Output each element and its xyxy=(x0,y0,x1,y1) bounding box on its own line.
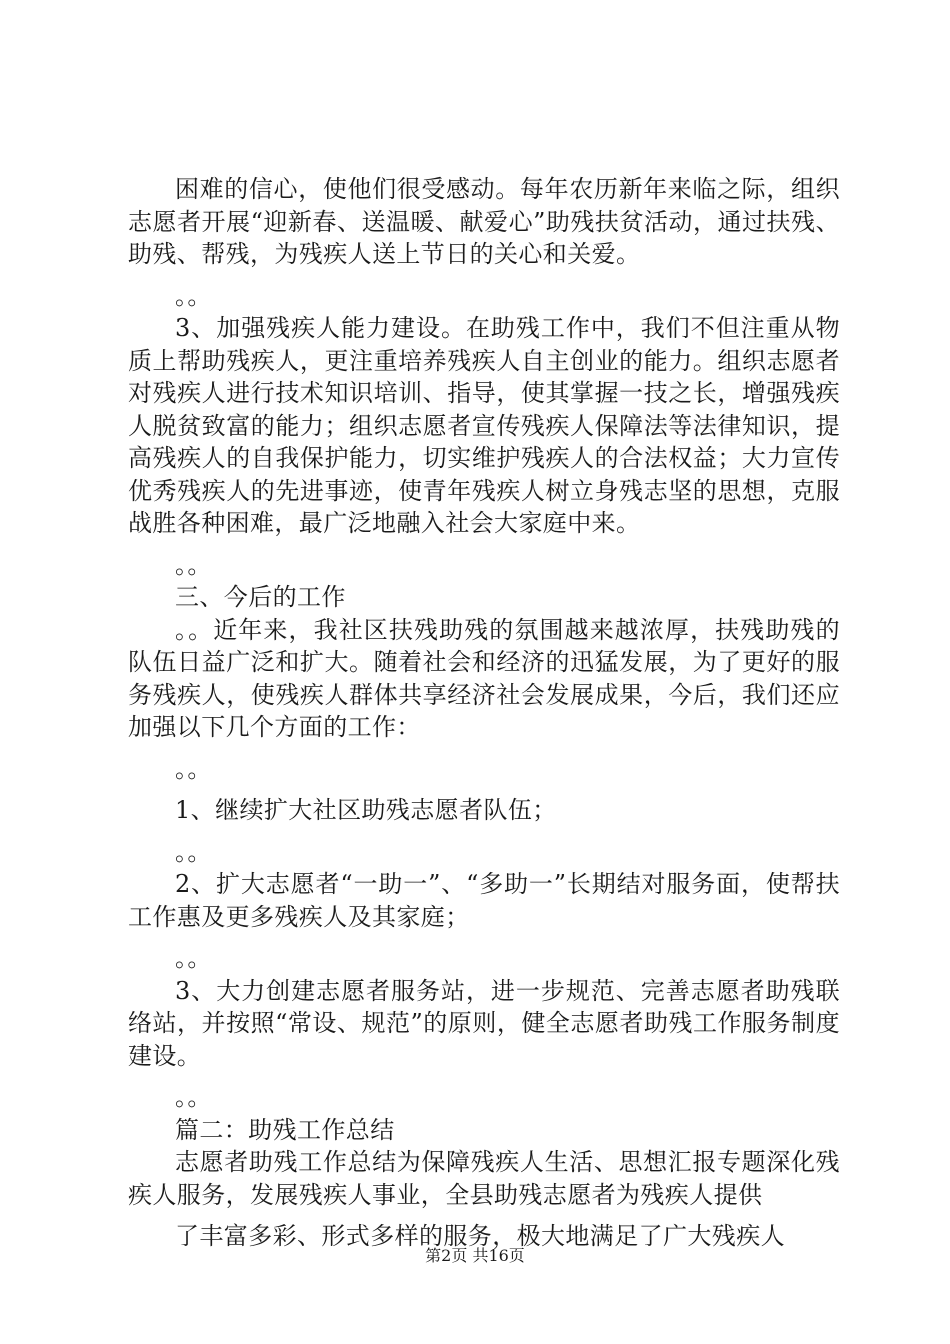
paragraph: 志愿者助残工作总结为保障残疾人生活、思想汇报专题深化残疾人服务，发展残疾人事业，全县助残志愿者为残疾人提供 xyxy=(128,1148,840,1209)
document-body xyxy=(128,173,840,1253)
paragraph: 。。 xyxy=(175,1083,212,1111)
paragraph: 。。近年来，我社区扶残助残的氛围越来越浓厚，扶残助残的队伍日益广泛和扩大。随着社会和经济的迅猛发展，为了更好的服务残疾人，使残疾人群体共享经济社会发展成果，今后，我们还应加强以下几个方面的工作： xyxy=(128,615,840,741)
paragraph: 2、扩大志愿者“一助一”、“多助一”长期结对服务面，使帮扶工作惠及更多残疾人及其家庭； xyxy=(128,870,840,931)
paragraph: 3、加强残疾人能力建设。在助残工作中，我们不但注重从物质上帮助残疾人，更注重培养残疾人自主创业的能力。组织志愿者对残疾人进行技术知识培训、指导，使其掌握一技之长，增强残疾人脱贫致富的能力；组织志愿者宣传残疾人保障法等法律知识，提高残疾人的自我保护能力，切实维护残疾人的合法权益；大力宣传优秀残疾人的先进事迹，使青年残疾人树立身残志坚的思想，克服战胜各种困难，最广泛地融入社会大家庭中来。 xyxy=(128,314,840,537)
paragraph: 三、今后的工作 xyxy=(175,583,346,611)
paragraph: 。。 xyxy=(175,281,212,310)
page-footer: 第2页 共16页 xyxy=(425,1246,525,1265)
paragraph: 。。 xyxy=(175,837,212,866)
paragraph: 。。 xyxy=(175,550,212,579)
paragraph: 了丰富多彩、形式多样的服务，极大地满足了广大残疾人 xyxy=(175,1222,785,1250)
paragraph: 篇二：助残工作总结 xyxy=(175,1115,395,1144)
paragraph: 困难的信心，使他们很受感动。每年农历新年来临之际，组织志愿者开展“迎新春、送温暖、献爱心”助残扶贫活动，通过扶残、助残、帮残，为残疾人送上节日的关心和关爱。 xyxy=(128,175,840,268)
paragraph: 。。 xyxy=(175,944,212,972)
paragraph: 1、继续扩大社区助残志愿者队伍； xyxy=(175,796,557,824)
paragraph: 3、大力创建志愿者服务站，进一步规范、完善志愿者助残联络站，并按照“常设、规范”的原则，健全志愿者助残工作服务制度建设。 xyxy=(128,976,840,1070)
paragraph: 。。 xyxy=(175,754,212,783)
